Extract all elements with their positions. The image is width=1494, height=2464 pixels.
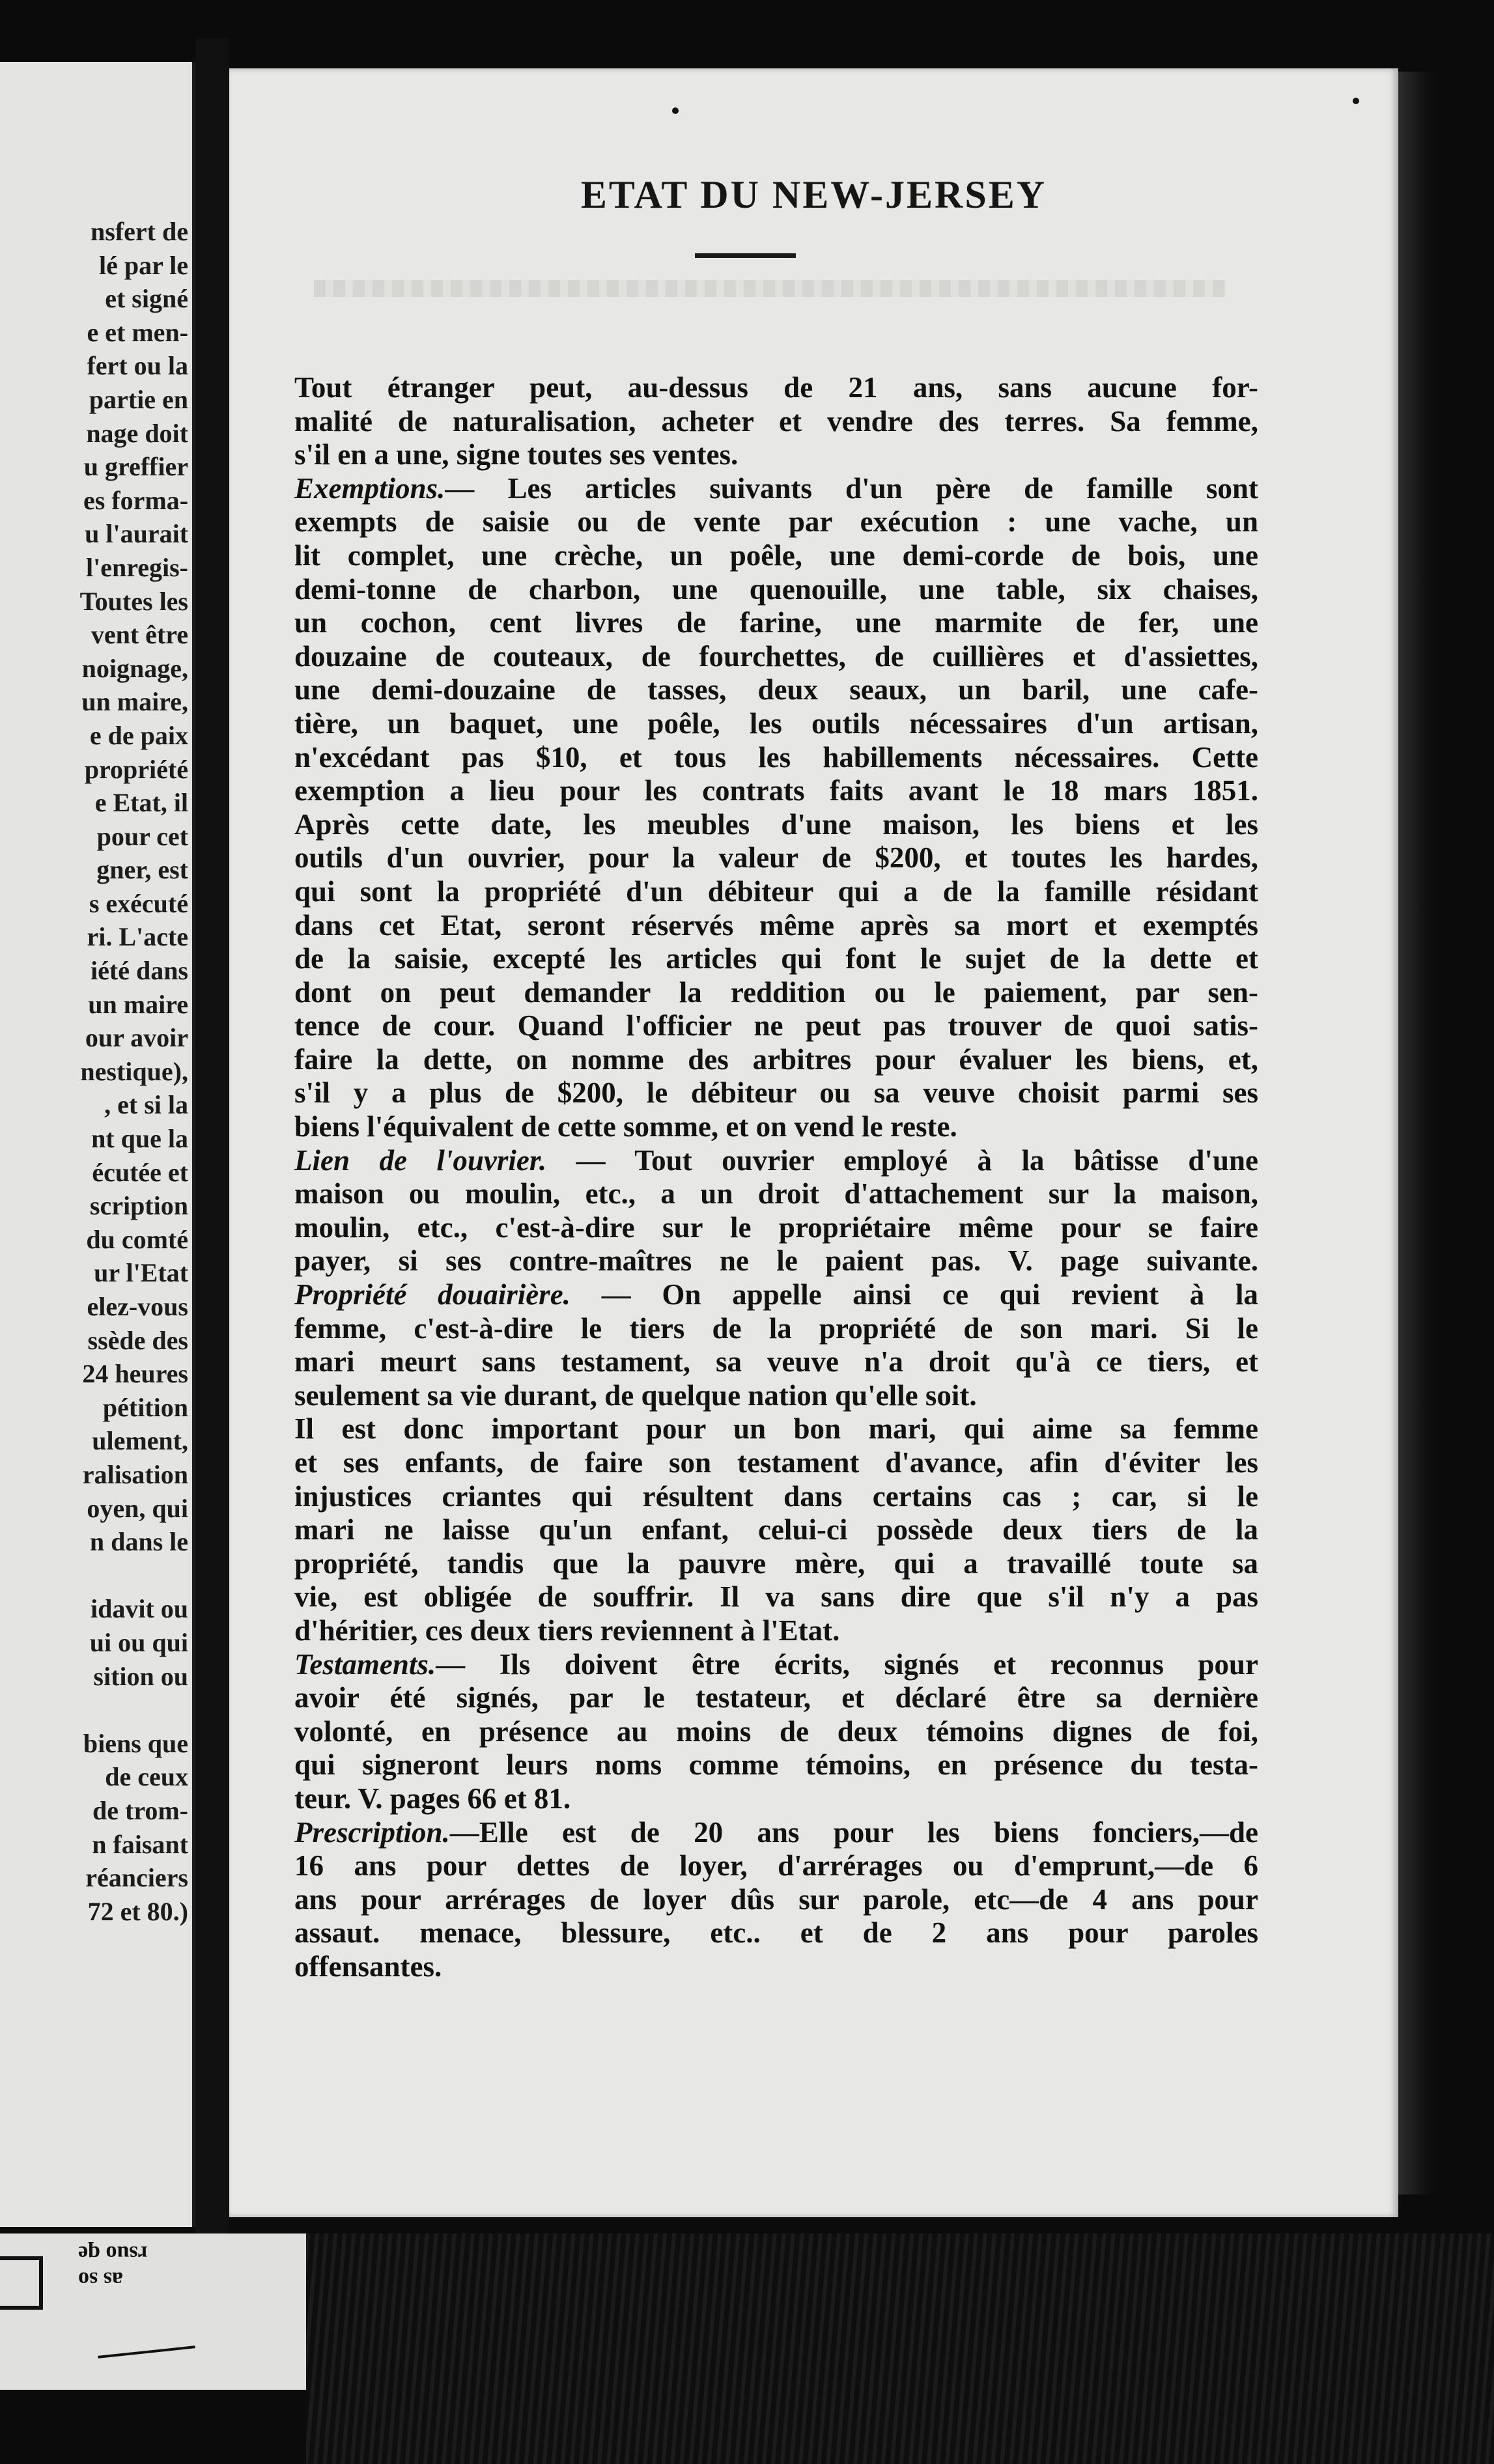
text-segment: et ses enfants, de faire son testament d'avance, afin d'éviter les: [294, 1446, 1258, 1479]
text-segment: —Elle est de 20 ans pour les biens fonciers,—de: [449, 1815, 1258, 1849]
text-line: [294, 875, 1258, 909]
text-line: [294, 1916, 1258, 1950]
text-segment: n'excédant pas $10, et tous les habillements nécessaires. Cette: [294, 740, 1258, 774]
book-page: [229, 68, 1398, 2217]
ink-speck: [1353, 98, 1359, 104]
previous-page-line: n faisant: [92, 1829, 188, 1859]
previous-page-line: ulement,: [92, 1426, 188, 1456]
previous-page-line: ssède des: [87, 1325, 188, 1355]
previous-page-line: noignage,: [81, 653, 188, 683]
previous-page-line: ur l'Etat: [94, 1258, 188, 1288]
previous-page-line: ralisation: [82, 1459, 188, 1489]
text-line: [294, 808, 1258, 842]
text-line: [294, 505, 1258, 539]
previous-page-line: pétition: [102, 1392, 188, 1422]
text-line: [294, 438, 1258, 472]
inverted-label-line-2: rsuo qe: [78, 2241, 148, 2265]
previous-page-text: [0, 215, 188, 1928]
previous-page-line: , et si la: [104, 1090, 188, 1120]
text-line: [294, 1648, 1258, 1682]
text-line: [294, 673, 1258, 707]
previous-page-line: et signé: [105, 284, 188, 314]
previous-page-line: écutée et: [92, 1157, 188, 1187]
text-segment: — Tout ouvrier employé à la bâtisse d'une: [546, 1143, 1258, 1177]
text-line: [294, 1480, 1258, 1514]
previous-page-line: elez-vous: [87, 1292, 188, 1321]
text-line: [294, 371, 1258, 405]
previous-page-line: de trom-: [92, 1795, 188, 1825]
previous-page-line: u l'aurait: [85, 519, 188, 549]
text-segment: volonté, en présence au moins de deux témoins dignes de foi,: [294, 1715, 1258, 1748]
previous-page-line: pour cet: [96, 821, 188, 851]
text-line: [294, 1043, 1258, 1077]
text-segment: exemption a lieu pour les contrats faits avant le 18 mars 1851.: [294, 774, 1258, 807]
previous-page-line: biens que: [83, 1728, 188, 1758]
previous-page-line: iété dans: [91, 956, 188, 986]
text-segment: vie, est obligée de souffrir. Il va sans dire que s'il n'y a pas: [294, 1580, 1258, 1614]
text-segment: un cochon, cent livres de farine, une marmite de fer, une: [294, 606, 1258, 639]
bracket-mark: [0, 2256, 43, 2310]
text-line: [294, 942, 1258, 976]
text-line: [294, 1110, 1258, 1144]
previous-page-line: 24 heures: [82, 1359, 188, 1389]
text-line: [294, 573, 1258, 607]
text-segment: seulement sa vie durant, de quelque nation qu'elle soit.: [294, 1379, 977, 1412]
previous-page-line: our avoir: [85, 1023, 188, 1053]
previous-page-line: lé par le: [98, 250, 188, 280]
previous-page-line: idavit ou: [90, 1594, 188, 1624]
text-line: [294, 741, 1258, 775]
text-segment: qui sont la propriété d'un débiteur qui a de la famille résidant: [294, 875, 1258, 908]
text-line: [294, 841, 1258, 875]
previous-page-line: partie en: [89, 384, 188, 414]
text-line: [294, 606, 1258, 640]
text-segment: — Les articles suivants d'un père de famille sont: [445, 471, 1258, 505]
text-line: [294, 1076, 1258, 1110]
book-spine-edge: [306, 2233, 1494, 2464]
text-segment: exempts de saisie ou de vente par exécution : une vache, un: [294, 505, 1258, 539]
text-line: [294, 1379, 1258, 1413]
page-body: [294, 371, 1258, 1984]
text-line: [294, 1782, 1258, 1816]
previous-page-line: e et men-: [87, 317, 188, 347]
text-segment: biens l'équivalent de cette somme, et on vend le reste.: [294, 1110, 957, 1143]
previous-page-line: réanciers: [85, 1863, 188, 1893]
text-line: [294, 1580, 1258, 1614]
previous-page-line: oyen, qui: [87, 1493, 188, 1523]
previous-page-line: gner, est: [96, 855, 188, 885]
text-segment: maison ou moulin, etc., a un droit d'attachement sur la maison,: [294, 1177, 1258, 1211]
text-line: [294, 1513, 1258, 1547]
text-line: [294, 1009, 1258, 1043]
previous-page: [0, 62, 196, 2227]
text-segment: ans pour arrérages de loyer dûs sur parole, etc—de 4 ans pour: [294, 1883, 1258, 1916]
text-segment: — Ils doivent être écrits, signés et reconnus pour: [436, 1647, 1258, 1681]
text-line: [294, 1345, 1258, 1379]
previous-page-line: e de paix: [89, 720, 188, 750]
text-segment: moulin, etc., c'est-à-dire sur le propriétaire même pour se faire: [294, 1211, 1258, 1244]
text-segment: assaut. menace, blessure, etc.. et de 2 ans pour paroles: [294, 1916, 1258, 1950]
previous-page-line: propriété: [84, 754, 188, 784]
text-line: [294, 1681, 1258, 1715]
text-segment: tière, un baquet, une poêle, les outils nécessaires d'un artisan,: [294, 707, 1258, 740]
previous-page-line: [0, 1559, 188, 1593]
previous-page-line: 72 et 80.): [87, 1896, 188, 1926]
text-line: [294, 640, 1258, 674]
text-segment: une demi-douzaine de tasses, deux seaux, un baril, une cafe-: [294, 673, 1258, 707]
text-segment: de la saisie, excepté les articles qui font le sujet de la dette et: [294, 942, 1258, 975]
text-segment: offensantes.: [294, 1950, 442, 1983]
text-segment: demi-tonne de charbon, une quenouille, une table, six chaises,: [294, 572, 1258, 606]
section-heading: Prescription.: [294, 1815, 450, 1849]
text-line: [294, 1950, 1258, 1984]
section-heading: Lien de l'ouvrier.: [294, 1143, 547, 1177]
text-segment: faire la dette, on nomme des arbitres pour évaluer les biens, et,: [294, 1043, 1258, 1076]
text-line: [294, 1715, 1258, 1749]
text-segment: s'il y a plus de $200, le débiteur ou sa veuve choisit parmi ses: [294, 1076, 1258, 1110]
text-line: [294, 1446, 1258, 1480]
text-line: [294, 1412, 1258, 1446]
text-segment: qui signeront leurs noms comme témoins, en présence du testa-: [294, 1748, 1258, 1782]
page-header: ETAT DU NEW-JERSEY: [580, 173, 1047, 216]
text-line: [294, 707, 1258, 741]
text-segment: injustices criantes qui résultent dans certains cas ; car, si le: [294, 1479, 1258, 1513]
text-line: [294, 1278, 1258, 1312]
previous-page-line: [0, 1693, 188, 1727]
header-rule: [695, 253, 796, 258]
previous-page-line: l'enregis-: [85, 552, 188, 582]
text-line: [294, 976, 1258, 1010]
text-line: [294, 1244, 1258, 1278]
previous-page-line: nage doit: [86, 418, 188, 448]
previous-page-line: nsfert de: [91, 217, 188, 246]
text-segment: mari meurt sans testament, sa veuve n'a droit qu'à ce tiers, et: [294, 1345, 1258, 1379]
text-line: [294, 1614, 1258, 1648]
inverted-label-line-1: as so: [78, 2267, 123, 2291]
text-segment: payer, si ses contre-maîtres ne le paient pas. V. page suivante.: [294, 1244, 1258, 1278]
previous-page-line: sition ou: [93, 1661, 188, 1691]
text-segment: dont on peut demander la reddition ou le paiement, par sen-: [294, 975, 1258, 1009]
book-gutter: [195, 39, 229, 2233]
show-through-bleed: [314, 280, 1226, 297]
previous-page-line: nestique),: [80, 1056, 188, 1086]
previous-page-line: de ceux: [105, 1762, 188, 1792]
previous-page-line: Toutes les: [79, 586, 188, 616]
text-line: [294, 1547, 1258, 1581]
ink-speck: [672, 107, 679, 114]
text-line: [294, 1177, 1258, 1211]
text-line: [294, 1849, 1258, 1883]
previous-page-line: nt que la: [91, 1124, 188, 1154]
text-line: [294, 539, 1258, 573]
text-segment: d'héritier, ces deux tiers reviennent à l'Etat.: [294, 1614, 840, 1647]
text-line: [294, 1883, 1258, 1917]
section-heading: Propriété douairière.: [294, 1278, 571, 1311]
section-heading: Exemptions.: [294, 471, 445, 505]
previous-page-line: n dans le: [89, 1527, 188, 1557]
text-line: [294, 774, 1258, 808]
text-segment: Tout étranger peut, au-dessus de 21 ans, sans aucune for-: [294, 371, 1258, 404]
previous-page-line: fert ou la: [87, 351, 188, 381]
previous-page-line: u greffier: [83, 452, 188, 482]
text-segment: avoir été signés, par le testateur, et déclaré être sa dernière: [294, 1681, 1258, 1715]
text-segment: Il est donc important pour un bon mari, qui aime sa femme: [294, 1412, 1258, 1446]
text-segment: dans cet Etat, seront réservés même après sa mort et exemptés: [294, 908, 1258, 942]
text-line: [294, 1144, 1258, 1178]
text-line: [294, 909, 1258, 943]
previous-page-line: un maire,: [81, 687, 188, 717]
text-line: [294, 405, 1258, 439]
previous-page-line: e Etat, il: [94, 788, 188, 818]
text-segment: 16 ans pour dettes de loyer, d'arrérages ou d'emprunt,—de 6: [294, 1849, 1258, 1883]
page-edge-shadow: [1398, 72, 1437, 2194]
text-segment: teur. V. pages 66 et 81.: [294, 1782, 571, 1815]
text-segment: — On appelle ainsi ce qui revient à la: [570, 1278, 1258, 1311]
text-segment: outils d'un ouvrier, pour la valeur de $200, et toutes les hardes,: [294, 841, 1258, 875]
text-line: [294, 1312, 1258, 1346]
previous-page-line: du comté: [86, 1224, 188, 1254]
section-heading: Testaments.: [294, 1647, 436, 1681]
previous-page-line: ri. L'acte: [87, 922, 188, 952]
text-segment: femme, c'est-à-dire le tiers de la propriété de son mari. Si le: [294, 1311, 1258, 1345]
text-segment: malité de naturalisation, acheter et vendre des terres. Sa femme,: [294, 404, 1258, 438]
text-line: [294, 1816, 1258, 1850]
text-segment: tence de cour. Quand l'officier ne peut pas trouver de quoi satis-: [294, 1009, 1258, 1043]
previous-page-line: vent être: [91, 620, 188, 650]
text-segment: douzaine de couteaux, de fourchettes, de cuillières et d'assiettes,: [294, 639, 1258, 673]
previous-page-line: un maire: [88, 989, 188, 1019]
text-line: [294, 472, 1258, 506]
previous-page-line: ui ou qui: [89, 1627, 188, 1657]
text-segment: mari ne laisse qu'un enfant, celui-ci possède deux tiers de la: [294, 1513, 1258, 1547]
previous-page-line: s exécuté: [89, 888, 188, 918]
previous-page-line: es forma-: [83, 485, 188, 515]
inverted-label: [78, 2240, 195, 2292]
text-segment: Après cette date, les meubles d'une maison, les biens et les: [294, 807, 1258, 841]
text-line: [294, 1211, 1258, 1245]
text-segment: s'il en a une, signe toutes ses ventes.: [294, 438, 739, 471]
previous-page-line: scription: [89, 1191, 188, 1221]
text-segment: propriété, tandis que la pauvre mère, qui a travaillé toute sa: [294, 1547, 1258, 1580]
text-line: [294, 1748, 1258, 1782]
text-segment: lit complet, une crèche, un poêle, une demi-corde de bois, une: [294, 539, 1258, 572]
